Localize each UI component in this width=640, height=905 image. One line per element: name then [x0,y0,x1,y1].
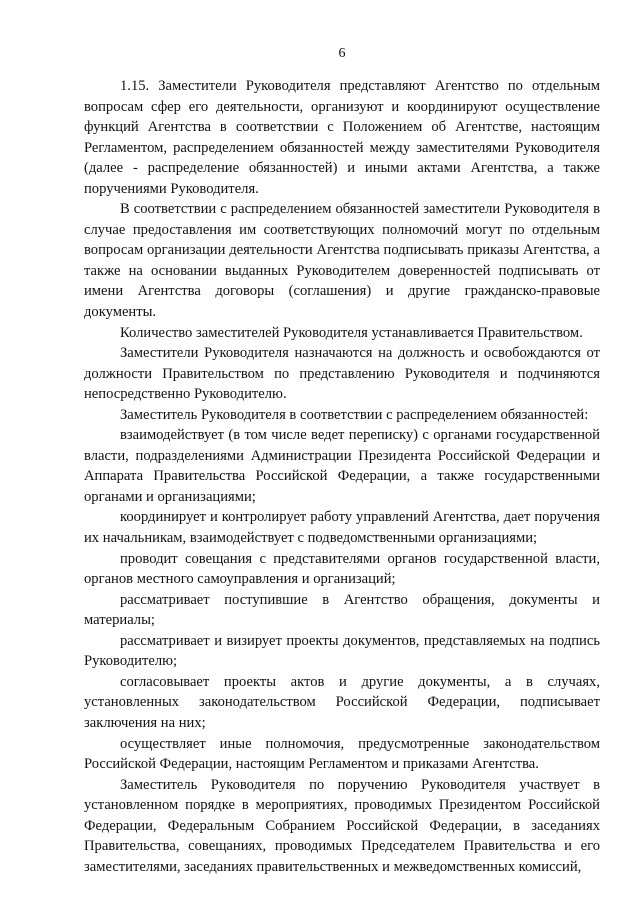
duty-item-other-powers: осуществляет иные полномочия, предусмотренные законодательством Российской Федерации, настоящим Регламентом и приказами Агентства. [84,735,600,773]
duty-item-review-drafts: рассматривает и визирует проекты документов, представляемых на подпись Руководителю; [84,632,600,670]
paragraph-signing-authority: В соответствии с распределением обязанностей заместители Руководителя в случае предоставления им соответствующих полномочий могут по отдельным вопросам организации деятельности Агентства подписывать приказы Агентства, а также на основании выданных Руководителем доверенностей подписывать от имени Агентства договоры (соглашения) и другие гражданско-правовые документы. [84,201,600,321]
paragraph-1-15: 1.15. Заместители Руководителя представляют Агентство по отдельным вопросам сфер его деятельности, организуют и координируют осуществление функций Агентства в соответствии с Положением об Агентстве, настоящим Регламентом, распределением обязанностей между заместителями Руководителя (далее - распределение обязанностей) и иными актами Агентства, а также поручениями Руководителя. [84,78,600,197]
duty-item-appeals: рассматривает поступившие в Агентство обращения, документы и материалы; [84,591,600,629]
duty-item-interaction: взаимодействует (в том числе ведет переписку) с органами государственной власти, подразделениями Администрации Президента Российской Федерации и Аппарата Правительства Российской Федерации, а также государственными органами и организациями; [84,427,600,505]
paragraph-deputies-count: Количество заместителей Руководителя устанавливается Правительством. [120,324,583,341]
duty-item-coordination: координирует и контролирует работу управлений Агентства, дает поручения их начальникам, взаимодействует с подведомственными организациями; [84,509,600,547]
paragraph-participation: Заместитель Руководителя по поручению Руководителя участвует в установленном порядке в мероприятиях, проводимых Президентом Российской Федерации, Федеральным Собранием Российской Федерации, в заседаниях Правительства, совещаниях, проводимых Председателем Правительства и его заместителями, заседаниях правительственных и межведомственных комиссий, [84,776,600,875]
paragraph-appointment: Заместители Руководителя назначаются на должность и освобождаются от должности Правительством по представлению Руководителя и подчиняются непосредственно Руководителю. [84,345,600,403]
document-body [84,76,600,877]
page-number: 6 [338,46,346,61]
paragraph-duties-intro: Заместитель Руководителя в соответствии с распределением обязанностей: [120,406,589,423]
duty-item-meetings: проводит совещания с представителями органов государственной власти, органов местного самоуправления и организаций; [84,550,600,588]
duty-item-approve-acts: согласовывает проекты актов и другие документы, а в случаях, установленных законодательством Российской Федерации, подписывает заключения на них; [84,673,600,731]
